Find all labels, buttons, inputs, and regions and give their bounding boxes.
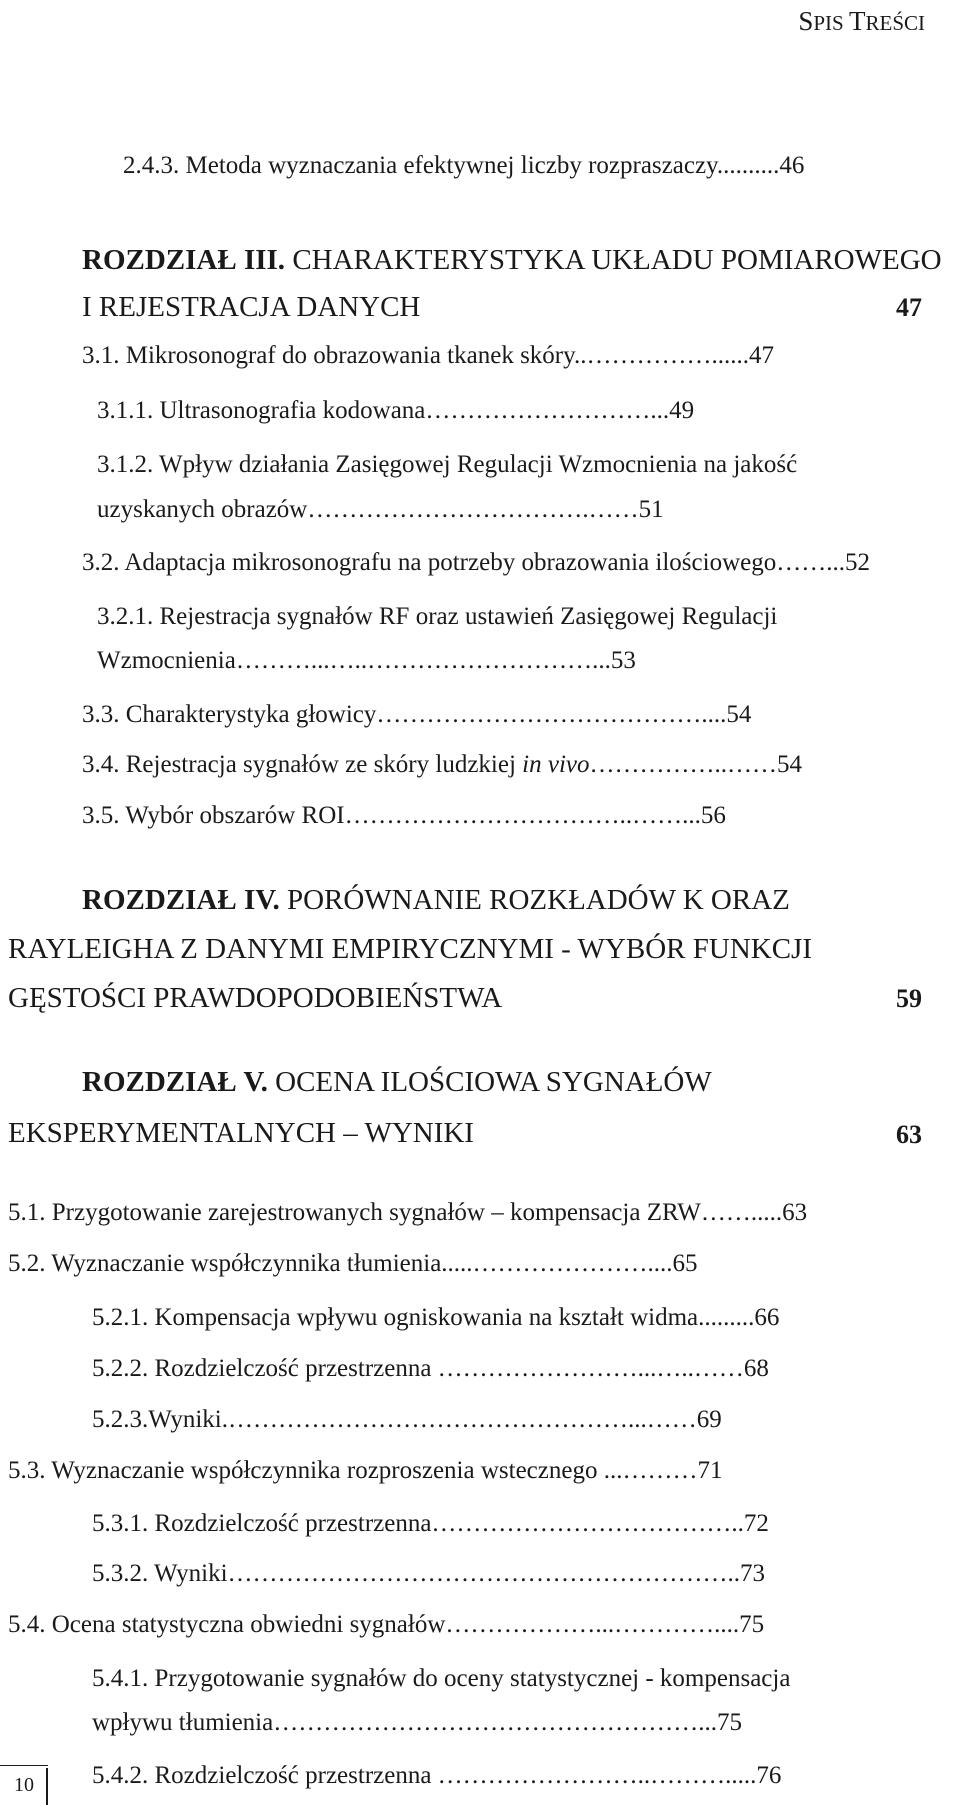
toc-entry-3-1-2-line1[interactable]: 3.1.2. Wpływ działania Zasięgowej Regulacji Wzmocnienia na jakość [97, 451, 798, 478]
toc-entry-3-2-1-line2[interactable]: Wzmocnienia………...…..………………………...53 [97, 647, 636, 674]
header-part-1: PIS [813, 11, 849, 35]
toc-entry-5-3-2[interactable]: 5.3.2. Wyniki……………………………………………………..73 [92, 1560, 766, 1587]
toc-entry-5-2-1[interactable]: 5.2.1. Kompensacja wpływu ogniskowania na kształt widma.........66 [92, 1304, 780, 1331]
toc-entry-3-3[interactable]: 3.3. Charakterystyka głowicy…………………………………....54 [82, 701, 752, 728]
header-letter-s: S [798, 6, 814, 36]
chapter-4-title-1: PORÓWNANIE ROZKŁADÓW K ORAZ [286, 884, 790, 916]
chapter-4-page: 59 [896, 984, 922, 1013]
toc-entry-2-4-3[interactable]: 2.4.3. Metoda wyznaczania efektywnej liczby rozpraszaczy..........46 [123, 152, 805, 179]
toc-entry-3-2[interactable]: 3.2. Adaptacja mikrosonografu na potrzeby obrazowania ilościowego……...52 [82, 549, 870, 576]
toc-entry-3-1-2-line2[interactable]: uzyskanych obrazów…………………………….……51 [97, 496, 664, 523]
chapter-4-title-2: RAYLEIGHA Z DANYMI EMPIRYCZNYMI - WYBÓR FUNKCJI [8, 933, 812, 965]
chapter-4-label: ROZDZIAŁ IV. [82, 884, 280, 916]
toc-entry-3-5[interactable]: 3.5. Wybór obszarów ROI……………………………..……...56 [82, 802, 726, 829]
chapter-3-title-2: I REJESTRACJA DANYCH [82, 291, 421, 323]
chapter-5-title-1: OCENA ILOŚCIOWA SYGNAŁÓW [275, 1066, 712, 1098]
chapter-4-heading-line1 [82, 883, 790, 917]
toc-entry-3-4-page: ……………..……54 [589, 751, 802, 778]
chapter-5-label: ROZDZIAŁ V. [82, 1066, 268, 1098]
toc-entry-5-2-2[interactable]: 5.2.2. Rozdzielczość przestrzenna ……………………...…..……68 [92, 1355, 769, 1382]
toc-entry-5-4[interactable]: 5.4. Ocena statystyczna obwiedni sygnałów………………...…………....75 [8, 1611, 765, 1638]
toc-entry-5-1[interactable]: 5.1. Przygotowanie zarejestrowanych sygnałów – kompensacja ZRW…….....63 [8, 1199, 808, 1226]
toc-entry-5-3-1[interactable]: 5.3.1. Rozdzielczość przestrzenna………………………………..72 [92, 1510, 769, 1537]
chapter-4-title-3: GĘSTOŚCI PRAWDOPODOBIEŃSTWA [8, 982, 503, 1014]
chapter-3-title-1: CHARAKTERYSTYKA UKŁADU POMIAROWEGO [292, 244, 942, 276]
toc-entry-5-4-1-line1[interactable]: 5.4.1. Przygotowanie sygnałów do oceny statystycznej - kompensacja [92, 1665, 791, 1692]
chapter-5-heading-line1 [82, 1065, 712, 1099]
toc-entry-5-4-2[interactable]: 5.4.2. Rozdzielczość przestrzenna ……………………..……….....76 [92, 1762, 782, 1789]
running-header [798, 6, 925, 37]
toc-entry-3-1[interactable]: 3.1. Mikrosonograf do obrazowania tkanek skóry..……………......47 [82, 342, 775, 369]
chapter-5-page: 63 [896, 1120, 922, 1149]
toc-entry-3-4[interactable] [82, 750, 802, 780]
header-part-2: REŚCI [865, 11, 925, 35]
toc-entry-3-4-italic: in vivo [522, 751, 590, 778]
toc-entry-5-2[interactable]: 5.2. Wyznaczanie współczynnika tłumienia.....…………………....65 [8, 1250, 698, 1277]
chapter-3-label: ROZDZIAŁ III. [82, 244, 286, 276]
toc-entry-5-2-3[interactable]: 5.2.3.Wyniki.…………………………………………...……69 [92, 1406, 722, 1433]
toc-entry-5-4-1-line2[interactable]: wpływu tłumienia……………………………………………...75 [92, 1709, 742, 1736]
toc-entry-3-2-1-line1[interactable]: 3.2.1. Rejestracja sygnałów RF oraz ustawień Zasięgowej Regulacji [97, 603, 778, 630]
chapter-5-title-2: EKSPERYMENTALNYCH – WYNIKI [8, 1117, 474, 1149]
toc-entry-5-3[interactable]: 5.3. Wyznaczanie współczynnika rozproszenia wstecznego ...………71 [8, 1457, 723, 1484]
chapter-3-heading-line1 [82, 243, 942, 277]
toc-entry-3-1-1[interactable]: 3.1.1. Ultrasonografia kodowana………………………...49 [97, 397, 695, 424]
chapter-3-page: 47 [896, 293, 922, 322]
footer-page-number: 10 [14, 1774, 34, 1796]
footer-rule [0, 1765, 48, 1766]
toc-entry-3-4-text: 3.4. Rejestracja sygnałów ze skóry ludzkiej [82, 751, 523, 778]
header-letter-t: T [848, 6, 866, 36]
